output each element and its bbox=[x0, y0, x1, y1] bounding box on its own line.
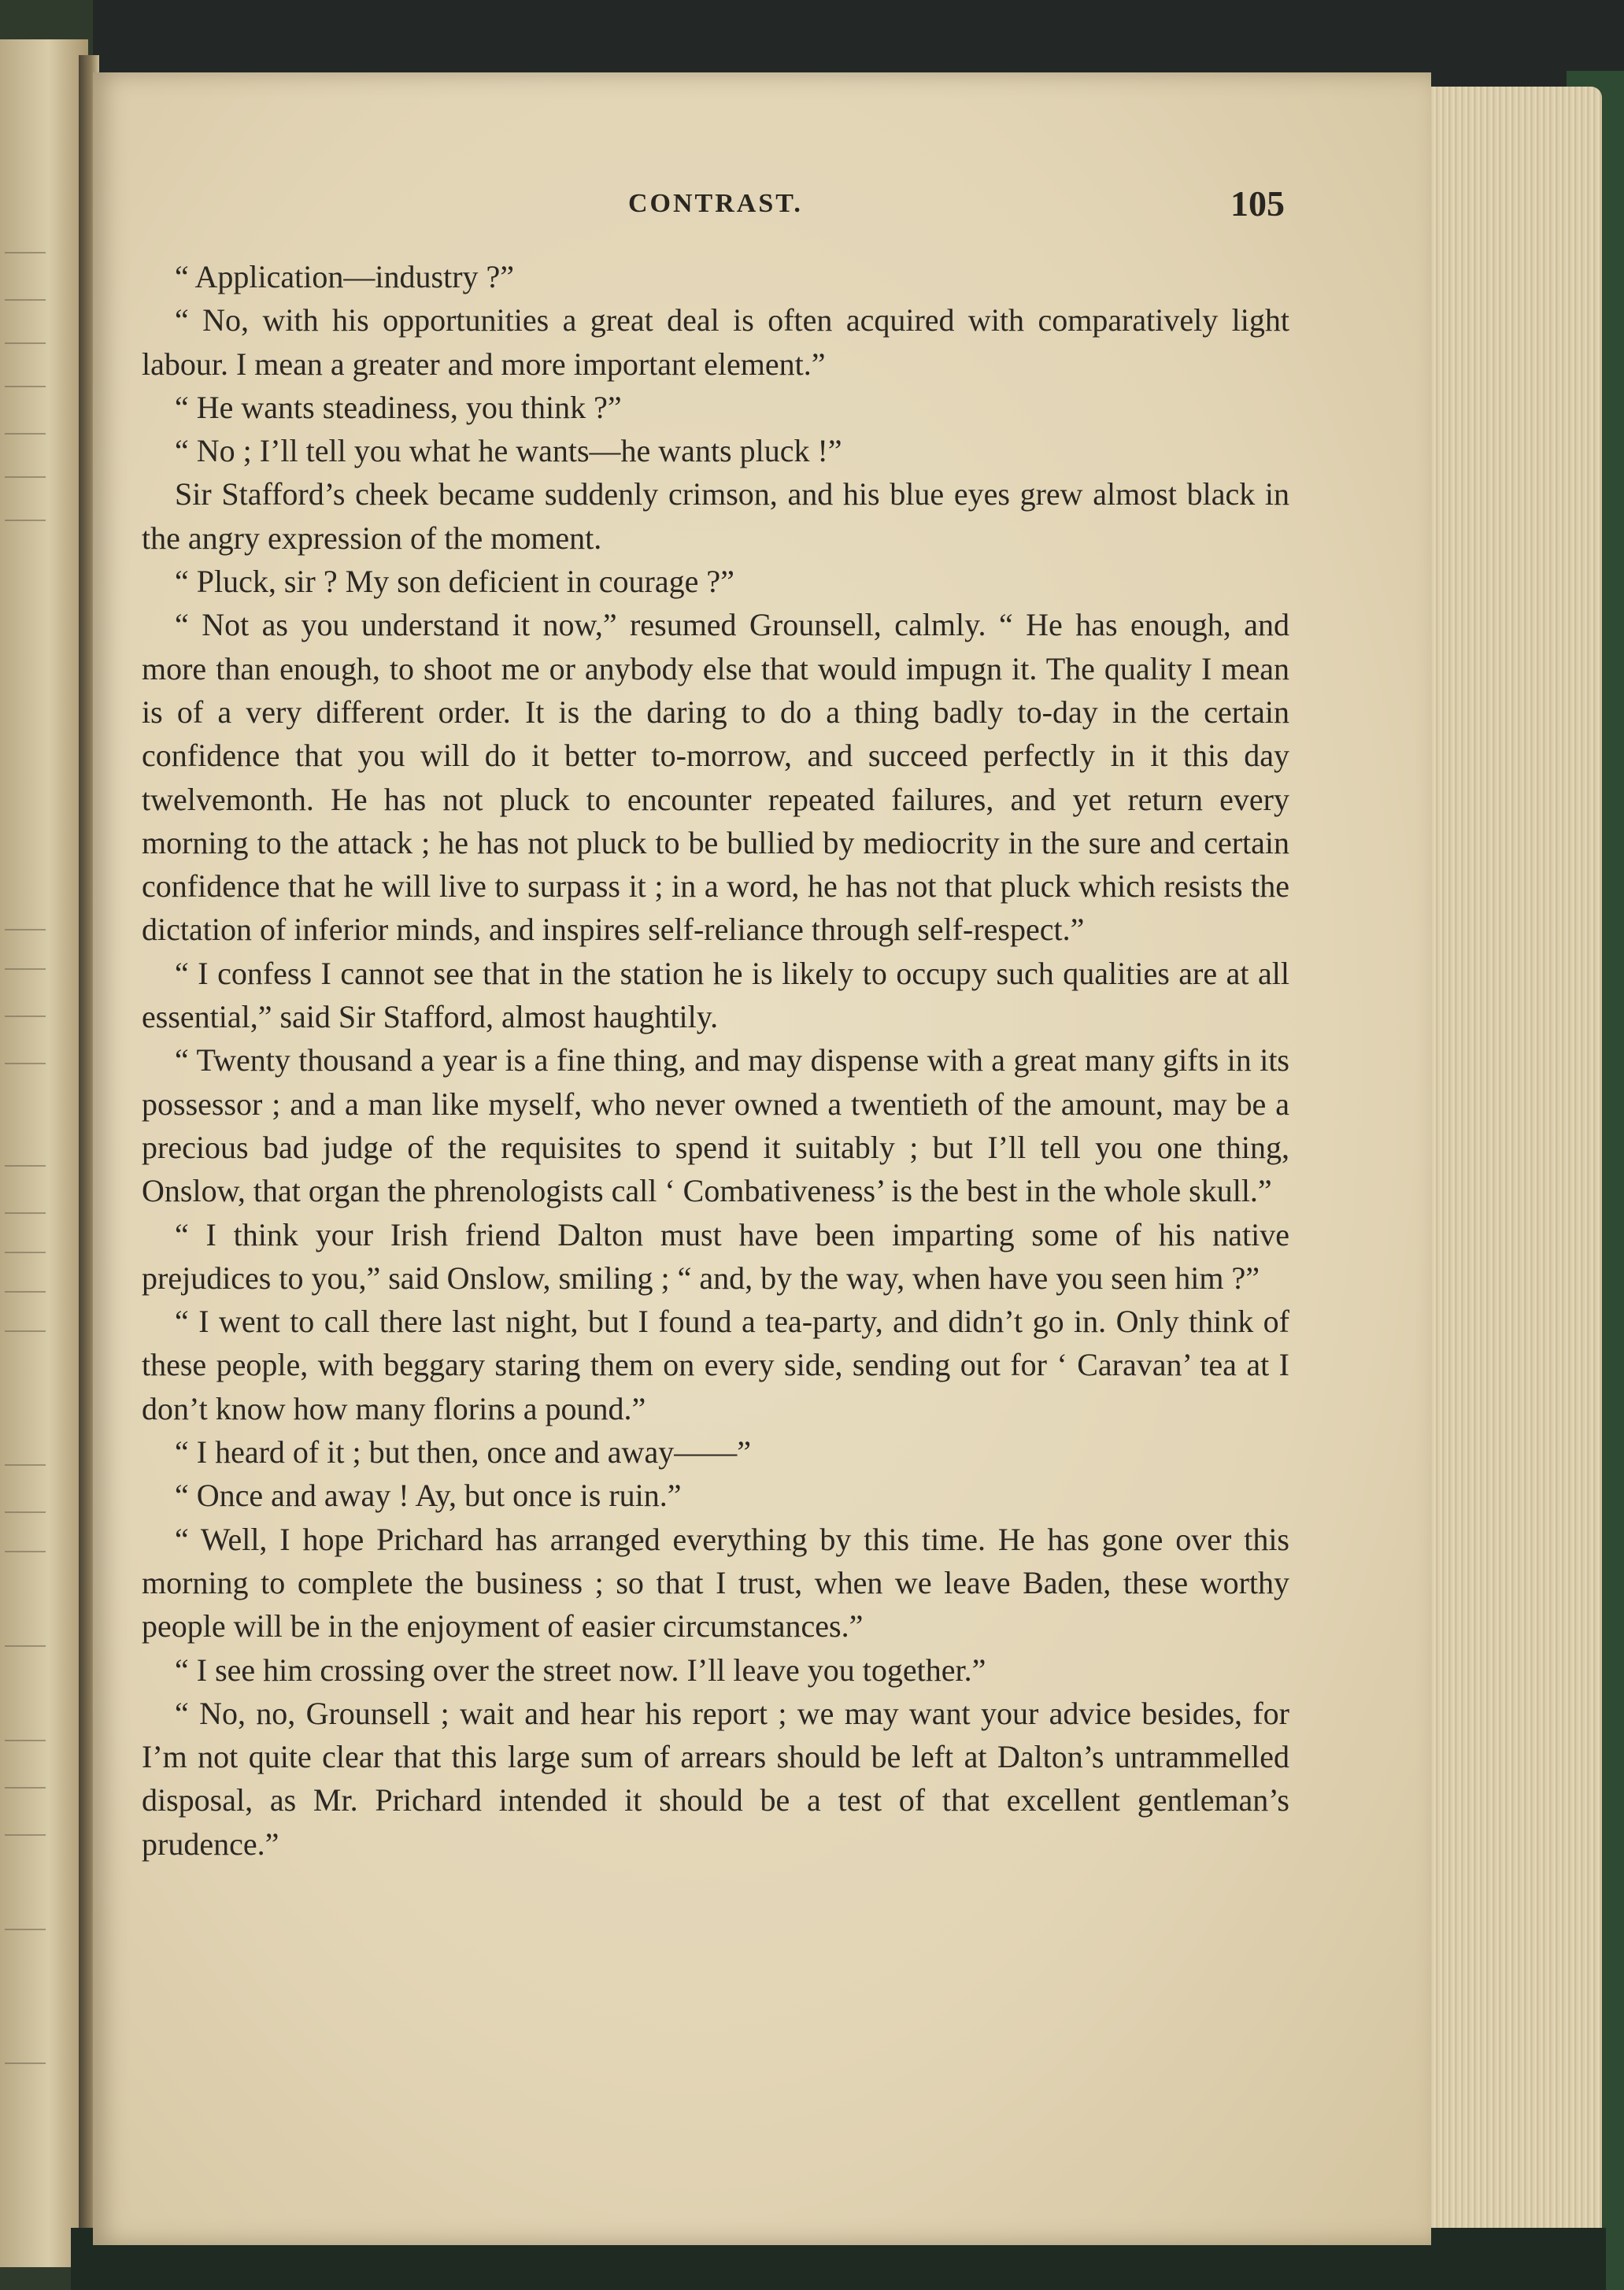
paragraph: “ Well, I hope Prichard has arranged everything by this time. He has gone over this morning to complete the business ; so that I trust, when we leave Baden, these worthy people will be in the enjoyment of easier circumstances.” bbox=[142, 1521, 1289, 1644]
paragraph: “ Once and away ! Ay, but once is ruin.” bbox=[175, 1478, 682, 1514]
paragraph: “ I think your Irish friend Dalton must have been imparting some of his native prejudices to you,” said Onslow, smiling ; “ and, by the way, when have you seen him ?” bbox=[142, 1216, 1289, 1296]
previous-page-edge bbox=[0, 39, 88, 2267]
paragraph: “ Twenty thousand a year is a fine thing, and may dispense with a great many gifts in its possessor ; and a man like myself, who never owned a twentieth of the amount, may be a precious bad judge of the requisites to spend it suitably ; but I’ll tell you one thing, Onslow, that organ the phrenologists call ‘ Combativeness’ is the best in the whole skull.” bbox=[142, 1042, 1289, 1209]
paragraph: “ Application—industry ?” bbox=[175, 259, 515, 294]
paragraph: “ Pluck, sir ? My son deficient in courage ?” bbox=[175, 564, 734, 600]
paragraph: “ Not as you understand it now,” resumed Grounsell, calmly. “ He has enough, and more than enough, to shoot me or anybody else that would impugn it. The quality I mean is of a very different order. It is the daring to do a thing badly to-day in the certain confidence that you will do it better to-morrow, and succeed perfectly in it this day twelvemonth. He has not pluck to encounter repeated failures, and yet return every morning to the attack ; he has not pluck to be bullied by mediocrity in the sure and certain confidence that he will live to surpass it ; in a word, he has not that pluck which resists the dictation of inferior minds, and inspires self-reliance through self-respect.” bbox=[142, 607, 1289, 948]
paragraph: “ I heard of it ; but then, once and away——” bbox=[175, 1434, 751, 1471]
paragraph: “ No, no, Grounsell ; wait and hear his report ; we may want your advice besides, for I’m not quite clear that this large sum of arrears should be left at Dalton’s untrammelled disposal, as Mr. Prichard intended it should be a test of that excellent gentleman’s prudence.” bbox=[142, 1695, 1289, 1862]
paragraph: “ No, with his opportunities a great deal is often acquired with comparatively light labour. I mean a greater and more important element.” bbox=[142, 302, 1289, 382]
running-head: CONTRAST. bbox=[628, 189, 803, 218]
page-edges bbox=[1401, 87, 1602, 2267]
paragraph: “ I confess I cannot see that in the station he is likely to occupy such qualities are at all essential,” said Sir Stafford, almost haughtily. bbox=[142, 955, 1289, 1035]
paragraph: “ No ; I’ll tell you what he wants—he wants pluck !” bbox=[175, 433, 842, 469]
book-page bbox=[93, 72, 1431, 2245]
paragraph: “ I went to call there last night, but I found a tea-party, and didn’t go in. Only think of these people, with beggary staring them on every side, sending out for ‘ Caravan’ tea at I don’t know how many florins a pound.” bbox=[142, 1304, 1289, 1426]
paragraph: “ He wants steadiness, you think ?” bbox=[175, 389, 622, 425]
page-number: 105 bbox=[1230, 183, 1285, 224]
body-text bbox=[142, 255, 1289, 1866]
paragraph: Sir Stafford’s cheek became suddenly crimson, and his blue eyes grew almost black in the angry expression of the moment. bbox=[142, 476, 1289, 556]
paragraph: “ I see him crossing over the street now. I’ll leave you together.” bbox=[175, 1652, 986, 1688]
